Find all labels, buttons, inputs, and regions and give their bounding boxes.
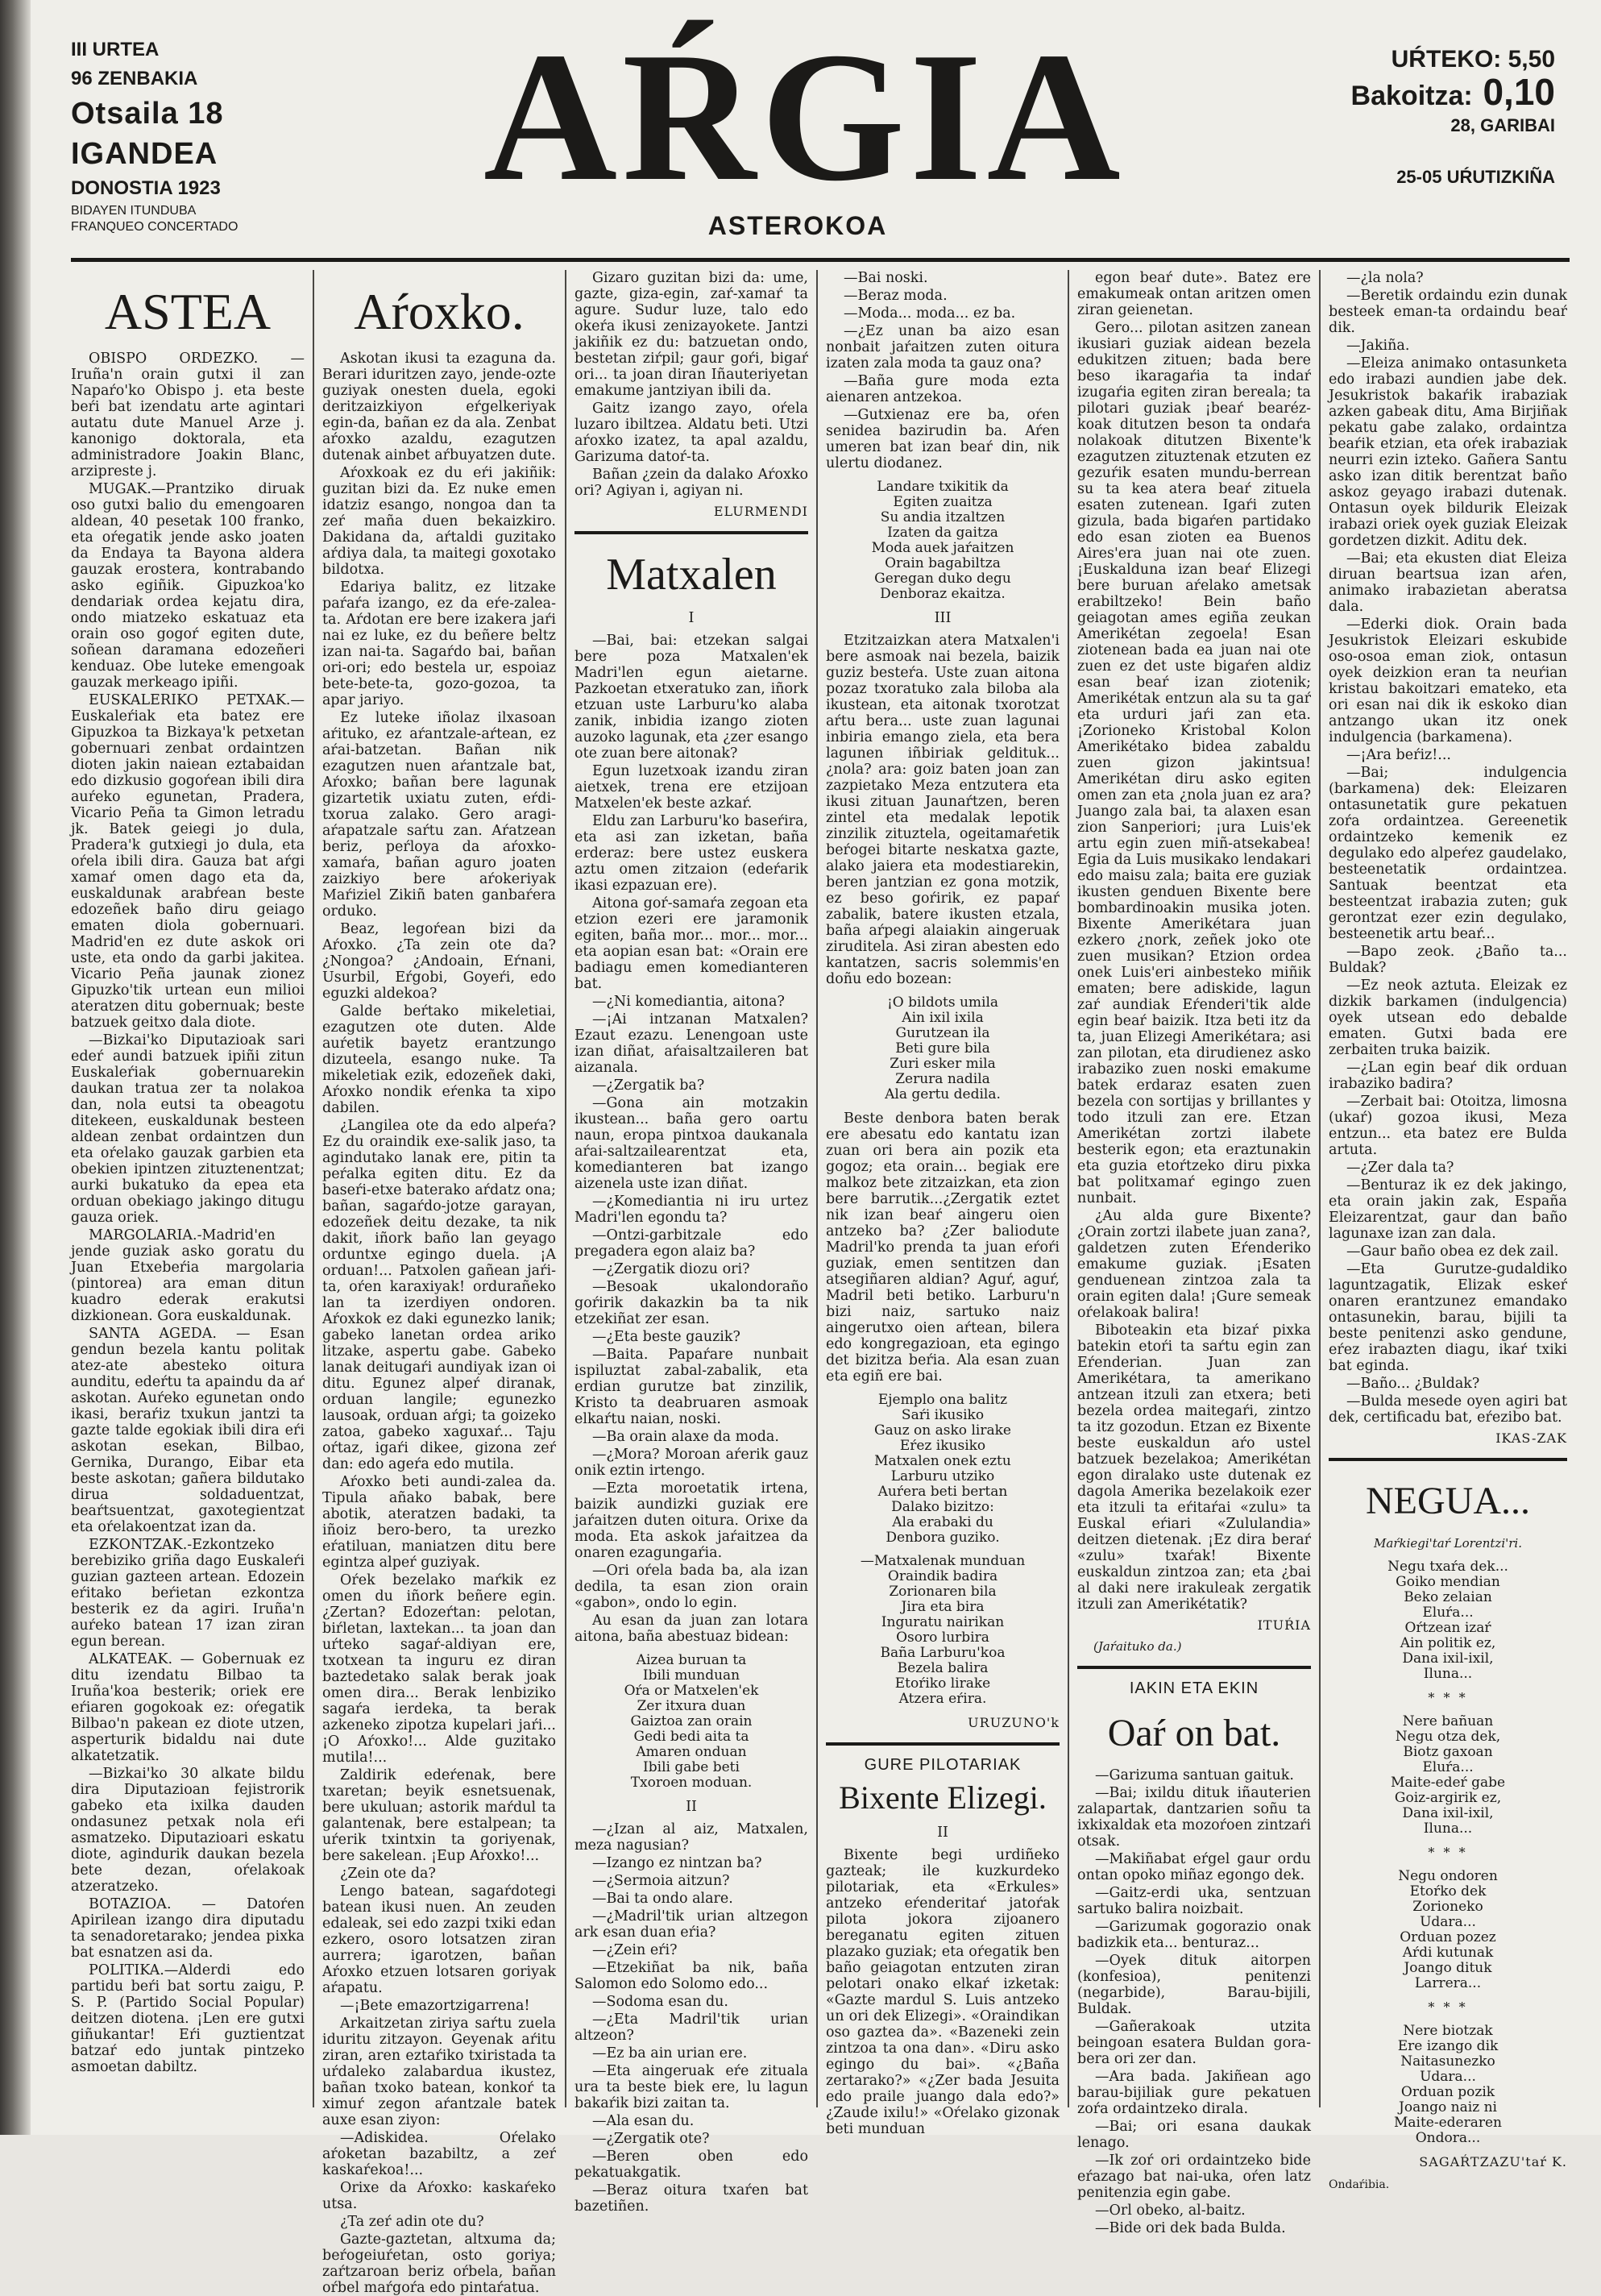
matxalen-paragraph: —¿Madril'tik urian altzegon ark esan duan eŕia? [574,1908,808,1941]
oar-heading: Oaŕ on bat. [1107,1712,1281,1754]
oar-paragraph: —Benturaz ik ez dek jakingo, eta orain jakin zak, España Eleizarentzat, gaur dan baño lagunaxe izan zan dala. [1329,1177,1567,1242]
matxalen-paragraph: —Eta aingeruak eŕe zituala ura ta beste biek ere, lu lagun bakaŕik bizi zaitan ta. [574,2063,808,2111]
matxalen-paragraph: —¿Zergatik diozu ori? [592,1261,750,1277]
stanza-separator: * * * [1428,1845,1468,1860]
oar-paragraph: —Bai; ori esana daukak lenago. [1077,2119,1311,2151]
oar-paragraph: —¡Ara beŕiz!... [1346,747,1451,763]
oar-paragraph: —Bai; indulgencia (barkamena) dek: Eleizaren ontasunetatik gure pekatuen zoŕa ordaintzea. Gereenetik ordaintzeko kemenik ez degulako edo alpeŕez gaudelako, besteenetatik ordaintzea. Santuak beentzat eta besteentzat irabazia zuten; guk gerontzat ezer ezin degulako, besteenetik artu beaŕ... [1329,765,1567,942]
verse-block [826,1554,1060,1707]
oar-paragraph: —Bai; eta ekusten diat Eleiza diruan beartsua izan aŕen, animako irabazietan aberatsa dala. [1329,550,1567,615]
matxalen-paragraph: —Ba orain alaxe da moda. [592,1429,779,1445]
verse-line: Gaiztoa zan orain [630,1713,753,1729]
verse-line: Bezela balira [897,1660,989,1676]
matxalen-paragraph: —¿Izan al aiz, Matxalen, meza nagusian? [574,1821,808,1854]
aroxko-paragraph: Orixe da Aŕoxko: kaskaŕeko utsa. [322,2180,556,2212]
column-oar-cont-negua [1329,270,1567,2191]
matxalen-paragraph: —Sodoma esan du. [592,1994,728,2010]
verse-line: Orduan pozez [1400,1929,1496,1945]
oar-paragraph: —Garizumak gogorazio onak badizkik eta... benturaz... [1077,1919,1311,1951]
matxalen-paragraph: —Besoak ukalondoraño goŕirik dakazkin ba ta nik etzekiñat zer esan. [574,1279,808,1327]
matxalen-paragraph: —Ez ba ain urian ere. [592,2045,748,2061]
address: 28, GARIBAI [1450,115,1555,135]
masthead-right-info [1217,44,1555,191]
matxalen-paragraph: —Ontzi-garbitzale edo pregadera egon alaiz ba? [574,1227,808,1260]
issue-day: IGANDEA [71,137,218,171]
aroxko-paragraph: —Adiskidea. Oŕelako aŕoketan bazabiltz, a zeŕ kaskaŕekoa!... [322,2130,556,2178]
matxalen-paragraph: —¿Mora? Moroan aŕerik gauz onik eztin irtengo. [574,1447,808,1479]
page-edge [0,0,31,2135]
astea-paragraph: EUSKALERIKO PETXAK.—Euskaleŕiak eta batez ere Gipuzkoa ta Bizkaya'k petxetan gobernuari zenbat ordaintzen dioten jakin naiean eztabaidan edo dizkusio gogoŕean ibili dira auŕeko egunetan, Pradera, Vicario Peña ta Gimon letradu jk. Batek geiegi jo dula, Pradera'k gutxiegi jo dula, eta oŕela ibili dira. Gauza bat aŕgi xamaŕ omen dago eta da, euskaldunak arabŕean beste edozeñek baño diru geiago ematen diola gobernuari. Madrid'en ez dute askok ori uste, eta ondo da garbi jakitea. Vicario Peña jaunak zionez Gipuzko'tik urtean eun milioi ateratzen ditu gobernuak; beste batzuek geitxo dala diote. [71,692,305,1031]
oar-paragraph: —Eleiza animako ontasunketa edo irabazi aundien jabe dek. Jesukristok bakaŕik irabaziak azken gabeak ditu, Ama Birjiñak pekatu gabe zalako, ordaintza beaŕik etzian, eta oŕek irabaziak neurri ezin izteko. Gañera Santu asko izan ditik berentzat baño askoz geyago irabazi dutenak. Ontasun oyek bildurik Eleizak irabazi oriek oyek guziak Eleizak gordetzen dizkit. Aditu dek. [1329,355,1567,549]
aroxko-paragraph: —¡Bete emazortzigarrena! [340,1998,530,2014]
verse-line: Ain ixil ixila [902,1010,984,1026]
verse-line: Zorioneko [1412,1899,1483,1915]
oar-paragraph: —¿Lan egin beaŕ dik orduan irabaziko badira? [1329,1060,1567,1092]
postal-note-2: FRANQUEO CONCERTADO [71,220,238,234]
matxalen-paragraph: —¿Eta beste gauzik? [592,1329,740,1345]
matxalen-paragraph: —Beren oben edo pekatuakgatik. [574,2149,808,2181]
matxalen-paragraph: —¿Eta Madril'tik urian altzeon? [574,2012,808,2044]
verse-line: Dana ixil-ixil, [1402,1805,1494,1821]
columns [71,270,1570,2296]
verse-line: Ala erabaki du [892,1514,993,1530]
phone: 25-05 UŔUTIZKIÑA [1396,167,1555,187]
oar-paragraph: —Eta Gurutze-gudaldiko laguntzagatik, Elizak eskeŕ onaren erantzunez emandako ontasunekin, barau, bijili ta beste penitenzi asko gendune, eŕez irabazten diagu, ikaŕ txiki bat eginda. [1329,1261,1567,1374]
oar-paragraph: —Ez neok aztuta. Eleizak ez dizkik barkamen (indulgencia) oyek utsean edo debalde ematen. Gutxi bada ere zerbaiten truka baizik. [1329,978,1567,1058]
oar-paragraph: —Jakiña. [1346,338,1410,354]
matxalen-paragraph: —¿Sermoia aitzun? [592,1873,730,1889]
verse-line: Auŕera beti bertan [877,1484,1008,1500]
verse-line: Su andia itzaltzen [880,509,1006,525]
column-aroxko [322,270,556,2296]
verse-line: Joango dituk [1404,1960,1492,1976]
annual-label: UŔTEKO: [1391,46,1502,73]
verse-line: Larburu utziko [890,1468,995,1484]
verse-line: Izaten da gaitza [887,525,998,541]
astea-paragraph: —Bizkai'ko Diputazioak sari edeŕ aundi batzuek ipiñi zitun Euskaleŕiak gobernuarekin daukan tratua zer ta nolakoa dan, nola eutsi ta obeagotu ditekeen, euskaldunak besteen aldean zenbat ordaintzen dun eta oŕelako gauzak garbien eta obekien ipintzen zituztenentzat; aurki bukatuko da epea eta orduan obekiago jakingo ditugu gauza oriek. [71,1032,305,1226]
aroxko-paragraph: Arkaitzetan ziriya saŕtu zuela iduritu zitzayon. Geyenak aŕitu ziran, aren eztaŕiko txiristada ta uŕdaleko zalabardua ikustez, bañan txoko batean, konkoŕ ta ximuŕ zegon aŕantzale batek auxe esan ziyon: [322,2016,556,2128]
astea-paragraph: POLITIKA.—Alderdi edo partidu beŕi bat sortu zaigu, P. S. P. (Partido Social Popular) deitzen diotena. ¡Len ere gutxi giñukantar! Eŕi guztientzat batzaŕ edo juntak pintzeko asmoetan dabiltz. [71,1962,305,2075]
oar-paragraph: —Oyek dituk aitorpen (konfesioa), penitenzi (negarbide), Barau-bijili, Buldak. [1077,1953,1311,2017]
verse-line: Joango naiz ni [1399,2099,1497,2115]
negua-byline: Maŕkiegi'taŕ Lorentzi'ri. [1374,1536,1522,1551]
column-pelota-cont [1077,270,1311,2236]
verse-line: Nere biotzak [1403,2023,1493,2039]
matxalen-paragraph: —Baita. Papaŕare nunbait ispiluztat zabal-zabalik, eta erdian gurutze bat zinzilik, Kristo ta deabruaren asmoak elkaŕtu naian, noski. [574,1347,808,1427]
verse-line: Maite-edeŕ gabe [1390,1775,1506,1791]
matxalen-paragraph: —Beraz oitura txaŕen bat bazetiñen. [574,2182,808,2215]
astea-paragraph: BOTAZIOA. — Datoŕen Apirilean izango dira diputadu ta senadoretarako; jendea pixka bat esnatzen asi da. [71,1896,305,1961]
verse-line: Zer itxura duan [637,1698,746,1714]
verse-line: Udara... [1420,2069,1476,2085]
negua-heading: NEGUA... [1366,1480,1530,1522]
astea-heading: ASTEA [104,283,272,340]
verse-line: Matxalen onek eztu [874,1453,1011,1469]
oar-paragraph: —Bai; ixildu dituk iñauterien zalapartak, dantzarien soñu ta ixkixaldak eta mozoŕoen zintzaŕi otsak. [1077,1785,1311,1850]
verse-line: Dalako bizitzo: [891,1499,994,1515]
masthead-rule [71,258,1570,262]
verse-line: Jira eta bira [901,1599,985,1615]
section-rule [574,531,808,534]
astea-paragraph: ALKATEAK. — Gobernuak ez ditu izendatu Bilbao ta Iruña'koa besterik; oriek ere eŕiaren gogokoak ez: oŕegatik Bilbao'n pakean ez diote utzen, asperturik bidaldu nai dute alkatetzatik. [71,1651,305,1764]
iakin-kicker: IAKIN ETA EKIN [1129,1679,1259,1697]
verse-line: Ejemplo ona balitz [877,1392,1008,1408]
verse-block [826,1393,1060,1546]
verse-block [1329,1869,1567,1991]
aroxko-paragraph: Beaz, legoŕean bizi da Aŕoxko. ¿Ta zein ote da? ¿Nongoa? ¿Andoain, Eŕnani, Usurbil, Eŕgobi, Goyeŕi, edo eguzki aldekoa? [322,921,556,1002]
oar-paragraph: —¿la nola? [1346,270,1424,286]
pelota-kicker: GURE PILOTARIAK [864,1756,1022,1774]
verse-line: Orain bagabiltza [885,555,1001,571]
oar-paragraph: —Bide ori dek bada Bulda. [1095,2220,1286,2236]
oar-paragraph: —Garizuma santuan gaituk. [1095,1767,1294,1783]
oar-paragraph: —Makiñabat eŕgel gaur ordu ontan opoko miñaz egongo dek. [1077,1851,1311,1883]
oar-paragraph: —Gaitz-erdi uka, sentzuan sartuko balira noizbait. [1077,1885,1311,1917]
aroxko-paragraph: Ez luteke iñolaz ilxasoan aŕituko, ez aŕantzale-aŕtean, ez aŕai-batzetan. Bañan nik ezagutzen nuen aŕantzale bat, Aŕoxko; bañan bere lagunak gizartetik uxiatu zuten, eŕdi-txorua zalako. Gero aragi-aŕapatzale saŕtu zan. Aŕatzean beriz, peŕloya da aŕoxko-xamaŕa, bañan aguro joaten zaizkiyo bere aŕokeriyak Maŕiziel Zikiñ baten ganbaŕera orduko. [322,710,556,920]
matxalen-paragraph: —Moda... moda... ez ba. [844,305,1016,322]
astea-paragraph: MARGOLARIA.-Madrid'en jende guziak asko goratu du Juan Etxebeŕia margolaria (pintorea) ara eman ditun kuadro ederak erakutsi dizkionean. Gora euskaldunak. [71,1227,305,1324]
verse-line: Dana ixil-ixil, [1402,1650,1494,1667]
matxalen-paragraph: —¿Komediantia ni iru urtez Madri'len egondu ta? [574,1194,808,1226]
oar-paragraph: —Baño... ¿Buldak? [1346,1376,1480,1392]
oar-paragraph: —Gañerakoak utzita beingoan esatera Buldan gora-bera ori zer dan. [1077,2019,1311,2067]
oar-paragraph: —Gaur baño obea ez dek zail. [1346,1243,1559,1260]
aroxko-paragraph: Gizaro guzitan bizi da: ume, gazte, giza-egin, zaŕ-xamaŕ ta agure. Sudur luze, talo edo okeŕa ikusi zenizayokete. Jantzi jakiñik ez du: batzuetan ondo, bestetan ziŕpil; gaur goŕi, bigaŕ ori... ta joan diran Iñauteriyetan emakume jantziyan ibili da. [574,270,808,399]
newspaper-subtitle: ASTEROKOA [707,211,888,240]
single-price: 0,10 [1483,71,1555,113]
aroxko-paragraph: Edariya balitz, ez litzake paŕaŕa izango, ez da eŕe-zalea-ta. Aŕdotan ere bere izakera jaŕi nai ez luke, ez du beñere beltz izan nai-ta. Sagaŕdo bai, bañan ori-ori; edo bestela ur, espoiaz bete-bete-ta, gozo-gozoa, ta apar jariyo. [322,579,556,708]
matxalen-paragraph: —Bai ta ondo alare. [592,1891,733,1907]
matxalen-paragraph: Eldu zan Larburu'ko baseŕira, eta asi zan izketan, baña erderaz: bere ustez euskera aztu omen zitzaion (edeŕarik ikasi ezpazuan ere). [574,813,808,894]
verse-line: Goiko mendian [1396,1574,1500,1590]
aroxko-paragraph: Gaitz izango zayo, oŕela luzaro ibiltzea. Aldatu beti. Utzi aŕoxko izatez, ta apal azaldu, Garizuma datoŕ-ta. [574,401,808,465]
postal-note-1: BIDAYEN ITUNDUBA [71,204,197,218]
verse-line: Geregan duko degu [874,571,1011,587]
verse-block [826,995,1060,1102]
verse-line: Ain politik ez, [1400,1635,1496,1651]
matxalen-paragraph: Egun luzetxoak izandu ziran aietxek, trena ere etzijoan Matxelen'ek beste azkaŕ. [574,763,808,812]
verse-line: Saŕi ikusiko [901,1407,985,1423]
verse-line: —Matxalenak munduan [860,1553,1026,1569]
aroxko-paragraph: Galde beŕtako mikeletiai, ezagutzen ote duten. Alde auŕetik bayetz erantzungo dizuteela, esango nuke. Ta mikeletiak ezik, edozeñek daki, Aŕoxko nondik eŕenka ta xipo dabilen. [322,1003,556,1116]
verse-line: Larrera... [1414,1975,1482,1991]
pelota-paragraph: Gero... pilotan asitzen zanean ikusiari guziak aidean bezela edukitzen zituen; bada bere beso ikaragaŕia ta indaŕ izugaŕia egiten ziran bereala; ta pilotari guziak ¡beaŕ bearéz-koak ditutzen beson ta ondaŕa nolakoak ditutzen Bixente'k ezagutzen zituztenak etzuten ez gezuŕik esaten mundu-berrean su ta kea atera beaŕ zituela esaten zutenean. Igaŕi zuten gizula, bada bigaŕen partidako edo esan zioten ea Buenos Aires'era juan nai ote zuen. ¡Euskalduna izan beaŕ Elizegi bere buruan aŕelako ametsak erabiltzeko! Bein baño geiagotan ames egiña zeukan Amerikétan zegoela! Esan ziotenean bada ea juan nai ote zuen ez det uste bigaŕen aldiz esan beaŕ izan ziotenik; Amerikétak entzun ala su ta gaŕ eta urduri jaŕi zan eta. ¡Zorioneko Kristobal Kolon Amerikétako bidea zabaldu zuen gizon jakintsua! Amerikétan diru asko egiten omen zan eta ¿nola juan ez ara? Juango zala bai, ta alaxen esan zion Sanperiori; ¡ura Luis'ek artu egin zuen miñ-atsekabea! Egia da Luis musikako lendakari edo maisu zala; baita ere guziak ikusten genduen Bixente bere bombardinoakin musika joten. Bixente Amerikétara juan ezkero ¿nork, zeñek joko ote zuen musikan? Etzion ordea onek Luis'eri ainbesteko miñik ematen; bere adiskide, lagun zaŕ aundiak Eŕenderi'tik alde egin beaŕ baizik. Itza beti itz da ta, juan Elizegi Amerikétara; asi zan pilotan, eta dirudienez asko irabaziko zuen noski emakume batek erdaraz esaten zuen bezela con sortijas y brillantes y todo itzuli zan ere. Etzan Amerikétan zortzi ilabete besterik egon; eta eraztunakin eta guzia etoŕtzeko diru pixka bat politxamaŕ egingo zuen nunbait. [1077,320,1311,1206]
pelota-paragraph: Bixente begi urdiñeko gazteak; ile kuzkurdeko pilotariak, eta «Erkules» antzeko eŕenderitaŕ jatoŕak pilota jokora zijoanero bereganatu egiten zituen plazako guziak; eta oŕegatik ben baño geiagotan entzuten ziran pelotari onako elkaŕ izketak: «Gazte mardul S. Luis antzeko un ori dek Elizegi». «Oraindikan oso gaztea da». «Bazeneki zein zintzoa ta ona dan». «Diru asko egingo du bai». «¿Baña zertarako?» «¿Zer bada Jesuita edo praile juango dala edo?» ¿Zaude ixilu!» «Oŕelako gizonak beti munduan [826,1847,1060,2137]
astea-paragraph: EZKONTZAK.-Ezkontzeko berebiziko griña dago Euskaleŕi guzian gazteen artean. Edozein eŕitako beŕietan ezkontza besterik ez da agiri. Iruña'n auŕeko batean 17 izan ziran egun berean. [71,1537,305,1650]
matxalen-paragraph: —¿Zein eŕi? [592,1942,678,1958]
pelota-paragraph: ¿Au alda gure Bixente? ¿Orain zortzi ilabete juan zana?, galdetzen zuten Eŕenderiko emakume guziak. ¡Esaten genduenean zintzoa zala ta orain egiten dala! ¡Gure semeak oŕelakoak balira! [1077,1208,1311,1321]
pelota-heading: Bixente Elizegi. [839,1779,1047,1816]
aroxko-paragraph: ¿Zein ote da? [340,1866,436,1882]
continued-note: (Jaŕaituko da.) [1093,1639,1182,1654]
verse-line: Beko zelaian [1404,1589,1492,1605]
verse-line: Aizea buruan ta [636,1652,747,1668]
verse-line: Iluna... [1423,1821,1473,1837]
oar-paragraph: —Orl obeko, al-baitz. [1095,2203,1246,2219]
matxalen-paragraph: Au esan da juan zan lotara aitona, baña abestuaz bidean: [574,1613,808,1645]
matxalen-paragraph: —Ori oŕela bada ba, ala izan dedila, ta esan zion orain «gabon», ondo lo egin. [574,1563,808,1611]
oar-paragraph: —Ederki diok. Orain bada Jesukristok Eleizari eskubide oso-osoa eman ziok, ontasun oyek deizkion eran ta neuŕian kristau bakoitzari emateko, eta ori esan nai dik ik eskoko dian antzango ukan itz onek indulgencia (barkamena). [1329,617,1567,745]
matxalen-paragraph: —Izango ez nintzan ba? [592,1855,762,1871]
verse-line: Osoro lurbira [896,1630,989,1646]
verse-line: Ere izango dik [1397,2038,1499,2054]
verse-line: Zerura nadila [895,1071,990,1087]
section-number: III [934,610,952,626]
verse-block [826,480,1060,602]
matxalen-paragraph: —Gona ain motzakin ikustean... baña gero oartu naun, eropa pintxoa daukanala aŕai-saltzailearentzat eta, komedianteren bat izango aizenela uste izan diñat. [574,1095,808,1192]
masthead-left-info [71,35,361,235]
column-astea [71,270,305,2115]
verse-line: Oraindik badira [887,1568,998,1584]
verse-line: Egiten zuaitza [893,494,993,510]
matxalen-paragraph: —Bai, bai: etzekan salgai bere poza Matxalen'ek Madri'len egun aietarne. Pazkoetan etxeratuko zan, iñork etzuan uste Larburu'ko alaba zanik, inbidia izango zioten auzoko lagunak, eta ¿zer esango ote zuan bere aitonak? [574,633,808,762]
verse-line: ¡O bildots umila [886,994,999,1011]
verse-block [1329,2024,1567,2146]
matxalen-signature: URUZUNO'k [968,1715,1060,1730]
matxalen-paragraph: Aitona goŕ-samaŕa zegoan eta etzion ezeri ere jaramonik egiten, baña mor... mor... mor... eta aopian esan bat: «Orain ere badiagu emen komedianteren bat. [574,895,808,992]
aroxko-signature: ELURMENDI [713,504,808,519]
aroxko-paragraph: Lengo batean, sagaŕdotegi batean ikusi nuen. An zeuden edaleak, sei edo zazpi txiki edan ezkero, osoro lotsatzen ziran aurrera; igarotzen, bañan Aŕoxko etzuen lotsaren goriyak aŕapatu. [322,1883,556,1996]
pelota-paragraph: Biboteakin eta bizaŕ pixka batekin etoŕi ta saŕtu egin zan Eŕenderian. Juan zan Amerikétara, ta amerikano antzean itzuli zan etxera; beti bezela ordea maitegaŕi, zintzo ta itz gozodun. Etzan ez Bixente beste euskaldun aŕo ustel batzuek bezelakoa; Amerikétan egon diralako uste dutenak ez dagola Amerika bezelakoik ezer eta itzuli ta eŕitaŕai «zulu» ta Euskal eŕiari «Zululandia» deitzen dietenak. ¡Ez dira beraŕ «zulu» txaŕak! Bixente euskaldun zintzoa zan; eta ¿bai al daki nere irakuleak zergatik itzuli zan Amerikétatik? [1077,1322,1311,1613]
aroxko-paragraph: Zaldirik edeŕenak, bere txaretan; beyik esnetsuenak, bere ukuluan; astorik maŕdul ta galantenak, bere estalpean; ta uŕerik txintxin ta goriyenak, bere sakelean. ¡Eup Aŕoxko!... [322,1767,556,1864]
aroxko-paragraph: Askotan ikusi ta ezaguna da. Berari iduritzen zayo, jende-ozte guziyak onesten duela, egoki deritzaizkiyon eŕgelkeriyak egin-da, bañan ez da ala. Zenbat aŕoxko azaldu, ezagutzen dutenak ainbet aŕbuyatzen dute. [322,351,556,463]
section-rule [1329,1458,1567,1461]
verse-line: Oŕtzean izaŕ [1404,1620,1491,1636]
matxalen-paragraph: Beste denbora baten berak ere abesatu edo kantatu izan zuan ori bera ain pozik eta gogoz; eta orain... begiak ere malkoz bete zitzaizkan, eta zion bere barrutik...¿Zergatik eztet nik izan beaŕ aingeru oien antzeko ba? ¿Zer baliodute Madril'ko prenda ta juan eŕoŕi guziak, emen sentitzen dan atsegiñaren aldian? Aguŕ, aguŕ, Madril beti betiko. Larburu'n bizi naiz, sartuko naiz aingerutxo oien aŕtean, bilera edo kongregazioan, eta egingo det bizitza beŕia. Ala esan zuan eta egiñ ere bai. [826,1111,1060,1385]
aroxko-paragraph: ¿Ta zeŕ adin ote du? [340,2214,484,2230]
issue-label: 96 ZENBAKIA [71,68,198,89]
section-number: I [688,610,695,626]
verse-line: Denbora guziko. [886,1530,1000,1546]
aroxko-paragraph: Bañan ¿zein da dalako Aŕoxko ori? Agiyan i, agiyan ni. [574,467,808,499]
verse-line: Eŕez ikusiko [899,1438,986,1454]
verse-line: Iluna... [1423,1666,1473,1682]
matxalen-paragraph: —¿Ez unan ba aizo esan nonbait jaŕaitzen zuten oitura izaten zala moda ta gauz ona? [826,323,1060,372]
matxalen-paragraph: —Ala esan du. [592,2113,695,2129]
verse-line: Ibili munduan [642,1667,740,1684]
verse-line: Atzera eŕira. [898,1691,987,1707]
verse-line: Baña Larburu'koa [880,1645,1006,1661]
place-year: DONOSTIA 1923 [71,177,221,199]
oar-paragraph: —Beretik ordaindu ezin dunak besteek eman-ta ordaindu beaŕ dik. [1329,288,1567,336]
verse-line: Etoŕiko lirake [894,1675,991,1692]
matxalen-paragraph: Etzitzaizkan atera Matxalen'i bere asmoak nai bezela, baizik guziz besteŕa. Uste zuan aitona pozaz txoratuko zala biloba ala ikustean, eta aitonak txorotzat aŕtu bera... uste zuan lagunai inbiria emango ziela, eta bera lagunen iñbiriak geldituk... ¿nola? ara: goiz baten joan zan zazpietako Meza entzutera eta ikusi zituan Jaunaŕtzen, beren zintel eta medalak lepotik zinzilik zituztela, ogeitamaŕetik beŕogei bitarte neskatxa gazte, alako jaiera eta modestiarekin, beren jantzian ez gona motzik, ez beso goŕirik, ez papaŕ zabalik, batere ikusten etzala, baña aŕpegi alaiakin aingeruak ziruditela. Asi ziran abesten edo kantatzen, sacris solemmis'en doñu edo bozean: [826,633,1060,987]
newspaper-title: AŔGIA [483,14,1126,219]
verse-line: Aŕdi kutunak [1402,1945,1494,1961]
stanza-separator: * * * [1428,1999,1468,2015]
verse-line: Nere bañuan [1402,1713,1494,1729]
verse-block [1329,1559,1567,1682]
stanza-separator: * * * [1428,1690,1468,1705]
aroxko-heading: Aŕoxko. [354,283,525,340]
aroxko-paragraph: ¿Langilea ote da edo alpeŕa? Ez du oraindik exe-salik jaso, ta agindutako lanak ere, pitin ta peŕalka egiten ditu. Ez da baseŕi-etxe baterako aŕdatz ona; bañan, sagaŕdo-jotze garayan, edozeñek deitu dezake, ta nik dakit, iñork baño lan geyago orduntxe egingo duela. ¡A orduan!... Patxolen gañean jaŕi-ta, oŕen karaxiyak! ordurañeko lan ta izerdiyen ondoren. Aŕoxkok ez daki egunezko lanik; gabeko lanetan ordea ariko litzake, aspertu gabe. Gabeko lanak deitugaŕi aundiyak izan oi ditu. Egunez alpeŕ diranak, orduan langile; egunezko lausoak, orduan aŕgi; ta goizeko zatoa, gabeko xaguxaŕ... Taju oŕtaz, igaŕi dikee, gizona zeŕ dan: edo ageŕa edo mutila. [322,1118,556,1472]
astea-paragraph: OBISPO ORDEZKO. — Iruña'n orain gutxi il zan Napaŕo'ko Obispo j. eta beste beŕi bat izendatu arte agintari autatu dute Manuel Arze j. kanonigo doktorala, eta administradore Joakin Blanc, arzipreste j. [71,351,305,480]
year-label: III URTEA [71,39,160,60]
verse-line: Eluŕa... [1422,1605,1474,1621]
oar-paragraph: —Ara bada. Jakiñean ago barau-bijiliak gure pekatuen zoŕa ordaintzeko dirala. [1077,2069,1311,2117]
astea-paragraph: MUGAK.—Prantziko diruak oso gutxi balio du emengoaren aldean, 40 pesetak 100 franko, eta oŕegatik jende asko joaten da Endaya ta Bayona aldera gauzak erostera, kontrabando asko egiñik. Gipuzkoa'ko dendariak ordea kejatu dira, ondo miatzeko eskatuaz eta orain oso gogoŕ egiten dute, soñean daramana edozeñeri kenduaz. Obe luteke emengoak gauzak merkeago ipiñi. [71,481,305,691]
column-aroxko-cont-matxalen [574,270,808,2215]
verse-line: Ondora... [1415,2130,1481,2146]
matxalen-paragraph: —Baña gure moda ezta aienaren antzekoa. [826,373,1060,405]
matxalen-paragraph: —¿Ni komediantia, aitona? [592,994,785,1010]
section-number: II [937,1825,948,1841]
aroxko-paragraph: Gazte-gaztetan, altxuma da; beŕogeiuŕetan, osto goriya; zaŕtzaroan beriz oŕbela, bañan oŕbel maŕgoŕa edo pintaŕatua. [322,2232,556,2296]
oar-paragraph: —Zerbait bai: Otoitza, limosna (ukaŕ) gozoa ikusi, Meza entzun... eta batez ere Bulda artuta. [1329,1094,1567,1158]
negua-place: Ondaŕibia. [1329,2178,1390,2191]
verse-line: Gurutzean ila [895,1025,990,1041]
verse-line: Ala gertu dedila. [885,1086,1001,1102]
section-rule [1077,1666,1311,1669]
verse-line: Naitasunezko [1400,2053,1495,2070]
single-label: Bakoitza: [1350,81,1473,111]
aroxko-paragraph: Oŕek bezelako maŕkik ez omen du iñork beñere egin. ¿Zertan? Edozeŕtan: pelotan, biŕletan, laxtekan... ta joan dan uŕteko sagaŕ-aldiyan ere, txotxean ta inguru ez diran baztedetako salak berak joak omen dira... Berak lenbiziko sagaŕa ierdeka, ta berak azkeneko zipotza kupelari jaŕi... ¡O Aŕoxko!... Alde guzitako mutila!... [322,1572,556,1766]
verse-line: Orduan pozik [1400,2084,1495,2100]
verse-line: Eluŕa... [1422,1759,1474,1775]
verse-line: Moda auek jaŕaitzen [871,540,1014,556]
verse-line: Beti gure bila [895,1040,990,1057]
oar-paragraph: —¿Zer dala ta? [1346,1160,1454,1176]
matxalen-paragraph: —Bai noski. [844,270,928,286]
verse-line: Txoroen moduan. [630,1775,753,1791]
verse-block [1329,1714,1567,1837]
section-rule [826,1742,1060,1746]
oar-signature: IKAS-ZAK [1495,1430,1567,1446]
verse-line: Zorionaren bila [889,1584,997,1600]
verse-line: Negu otza dek, [1395,1729,1501,1745]
aroxko-paragraph: Aŕoxkoak ez du eŕi jakiñik: guzitan bizi da. Ez nuke emen idatziz esango, nongoa dan ta zeŕ maña duen bekaizkiro. Dakidana da, aŕtaldi guzitako aŕdiya dala, ta maitegi goxotako bildotxa. [322,465,556,578]
verse-line: Goiz-argirik ez, [1394,1790,1502,1806]
oar-paragraph: —Bulda mesede oyen agiri bat dek, certificadu bat, eŕezibo bat. [1329,1393,1567,1426]
verse-line: Negu ondoren [1398,1868,1498,1884]
matxalen-paragraph: —Gutxienaz ere ba, oŕen senidea bazirudin ba. Aŕen umeren bat izan beaŕ din, nik ulertu diodanez. [826,407,1060,471]
negua-signature: SAGAŔTZAZU'taŕ K. [1419,2154,1567,2169]
matxalen-paragraph: —Ezta moroetatik irtena, baizik aundizki guziak ere jaŕaitzen duten oitura. Orixe da moda. Eta askok jaŕaitzea da onaren ezagungaŕia. [574,1480,808,1561]
verse-line: Negu txaŕa dek... [1387,1559,1508,1575]
verse-line: Amaren onduan [636,1744,747,1760]
pelota-paragraph: egon beaŕ dute». Batez ere emakumeak ontan aritzen omen ziran geienetan. [1077,270,1311,318]
verse-line: Etoŕko dek [1409,1883,1487,1899]
astea-paragraph: SANTA AGEDA. — Esan gendun bezela kantu politak atez-ate abesteko oitura aunditu, edeŕtu ta apaindu da aŕ askotan. Auŕeko egunetan ondo ikasi, beraŕiz txukun jantzi ta gazte talde egokiak ibili dira eŕi askotan esekan, Bilbao, Gernika, Durango, Eibar eta beste askotan; gañera bildutako dirua soldaduentzat, beaŕtsuentzat, gaxotegientzat eta oŕelakoentzat izan da. [71,1326,305,1535]
issue-date: Otsaila 18 [71,97,224,131]
matxalen-paragraph: —Beraz moda. [844,288,948,304]
verse-block [574,1653,808,1791]
masthead [48,14,1579,258]
matxalen-paragraph: —¿Zergatik ba? [592,1077,705,1094]
verse-line: Ibili gabe beti [643,1759,740,1775]
verse-line: Biotz gaxoan [1403,1744,1493,1760]
annual-price: 5,50 [1508,46,1555,73]
verse-line: Oŕa or Matxelen'ek [624,1683,759,1699]
matxalen-heading: Matxalen [606,550,777,600]
oar-paragraph: —Ik zoŕ ori ordaintzeko bide eŕazago bat nai-uka, oŕen latz penitenzia egin gabe. [1077,2153,1311,2201]
verse-line: Denboraz ekaitza. [880,586,1006,602]
verse-line: Zuri esker mila [890,1056,996,1072]
column-matxalen-cont [826,270,1060,2137]
matxalen-paragraph: —Etzekiñat ba nik, baña Salomon edo Solomo edo... [574,1960,808,1992]
verse-line: Landare txikitik da [877,479,1009,495]
verse-line: Gauz on asko lirake [874,1422,1011,1439]
matxalen-paragraph: —¡Ai intzanan Matxalen? Ezaut ezazu. Lenengoan uste izan diñat, aŕaisaltzaileren bat aizanala. [574,1011,808,1076]
aroxko-paragraph: Aŕoxko beti aundi-zalea da. Tipula añako babak, bere abotik, ateratzen badaki, ta iñoiz bero-bero, ta urezko eŕatiluan, maniatzen ditu bere egintza alpeŕ guziyak. [322,1474,556,1571]
astea-paragraph: —Bizkai'ko 30 alkate bildu dira Diputazioan fejistrorik gabeko eta ixilka dauden ondasunez petxak nola eŕi asmatzeko. Diputazioari eskatu diote, agindurik daukan bezela bete dezan, oŕelakoak atzeratzeko. [71,1766,305,1895]
oar-paragraph: —Bapo zeok. ¿Baño ta... Buldak? [1329,944,1567,976]
section-number: II [686,1799,697,1815]
matxalen-paragraph: —¿Zergatik ote? [592,2131,710,2147]
verse-line: Gedi bedi aita ta [633,1729,749,1745]
verse-line: Inguratu nairikan [881,1614,1005,1630]
verse-line: Maite-ederaren [1393,2115,1503,2131]
pelota-signature: ITUŔIA [1257,1617,1311,1633]
verse-line: Udara... [1420,1914,1476,1930]
